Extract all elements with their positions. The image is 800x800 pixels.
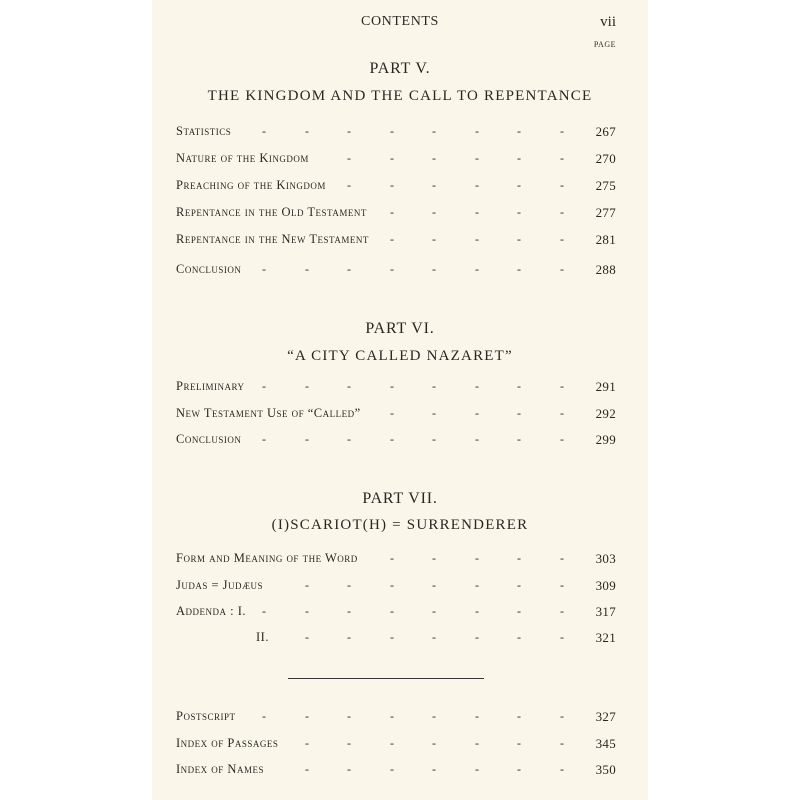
leader-dash: - bbox=[390, 551, 394, 565]
leader-dash: - bbox=[390, 432, 394, 446]
leader-dash: - bbox=[475, 151, 479, 165]
entry-label: Index of Passages bbox=[176, 736, 279, 750]
page-folio: vii bbox=[600, 14, 616, 30]
leader-dash: - bbox=[475, 178, 479, 192]
leader-dash: - bbox=[347, 432, 351, 446]
part-heading: PART V. bbox=[369, 60, 431, 77]
leader-dash: - bbox=[390, 406, 394, 420]
entry-label: New Testament Use of “Called” bbox=[176, 406, 361, 420]
leader-dash: - bbox=[390, 379, 394, 393]
leader-dash: - bbox=[475, 604, 479, 618]
leader-dash: - bbox=[517, 379, 521, 393]
page-column-label: PAGE bbox=[593, 40, 616, 49]
leader-dash: - bbox=[347, 709, 351, 723]
running-head: CONTENTS bbox=[361, 14, 439, 29]
toc-entry bbox=[176, 551, 616, 569]
leader-dash: - bbox=[347, 630, 351, 644]
leader-dash: - bbox=[432, 379, 436, 393]
leader-dash: - bbox=[305, 630, 309, 644]
part-title: (I)SCARIOT(H) = SURRENDERER bbox=[271, 517, 529, 533]
toc-entry bbox=[176, 578, 616, 596]
leader-dash: - bbox=[262, 604, 266, 618]
toc-entry bbox=[176, 178, 616, 196]
entry-label: Form and Meaning of the Word bbox=[176, 551, 358, 565]
leader-dash: - bbox=[390, 262, 394, 276]
toc-entry bbox=[176, 762, 616, 780]
leader-dash: - bbox=[560, 762, 564, 776]
leader-dash: - bbox=[390, 124, 394, 138]
leader-dash: - bbox=[432, 736, 436, 750]
leader-dash: - bbox=[517, 432, 521, 446]
entry-page: 309 bbox=[595, 578, 616, 593]
part-title: THE KINGDOM AND THE CALL TO REPENTANCE bbox=[207, 88, 593, 104]
entry-page: 267 bbox=[595, 124, 616, 139]
leader-dash: - bbox=[475, 709, 479, 723]
toc-entry bbox=[176, 124, 616, 142]
leader-dash: - bbox=[347, 578, 351, 592]
leader-dash: - bbox=[517, 709, 521, 723]
leader-dash: - bbox=[347, 762, 351, 776]
leader-dash: - bbox=[262, 432, 266, 446]
entry-page: 317 bbox=[595, 604, 616, 619]
entry-label: Preaching of the Kingdom bbox=[176, 178, 326, 192]
leader-dash: - bbox=[475, 406, 479, 420]
leader-dash: - bbox=[432, 578, 436, 592]
leader-dash: - bbox=[517, 578, 521, 592]
leader-dash: - bbox=[475, 578, 479, 592]
leader-dash: - bbox=[432, 232, 436, 246]
toc-entry bbox=[176, 604, 616, 622]
leader-dash: - bbox=[517, 762, 521, 776]
leader-dash: - bbox=[305, 578, 309, 592]
leader-dash: - bbox=[475, 205, 479, 219]
leader-dash: - bbox=[390, 232, 394, 246]
leader-dash: - bbox=[347, 178, 351, 192]
leader-dash: - bbox=[262, 124, 266, 138]
leader-dash: - bbox=[560, 604, 564, 618]
toc-entry bbox=[176, 432, 616, 450]
leader-dash: - bbox=[390, 151, 394, 165]
leader-dash: - bbox=[432, 762, 436, 776]
leader-dash: - bbox=[390, 604, 394, 618]
section-divider bbox=[288, 678, 484, 679]
leader-dash: - bbox=[517, 232, 521, 246]
entry-label: Conclusion bbox=[176, 432, 242, 446]
leader-dash: - bbox=[262, 709, 266, 723]
leader-dash: - bbox=[517, 262, 521, 276]
entry-label: Preliminary bbox=[176, 379, 245, 393]
entry-label: Judas = Judæus bbox=[176, 578, 264, 592]
entry-page: 292 bbox=[595, 406, 616, 421]
leader-dash: - bbox=[305, 604, 309, 618]
entry-page: 345 bbox=[595, 736, 616, 751]
leader-dash: - bbox=[475, 262, 479, 276]
leader-dash: - bbox=[560, 551, 564, 565]
entry-label: Addenda : I. bbox=[176, 604, 247, 618]
leader-dash: - bbox=[390, 578, 394, 592]
leader-dash: - bbox=[517, 551, 521, 565]
leader-dash: - bbox=[432, 551, 436, 565]
toc-entry bbox=[176, 709, 616, 727]
leader-dash: - bbox=[347, 379, 351, 393]
leader-dash: - bbox=[560, 578, 564, 592]
leader-dash: - bbox=[560, 178, 564, 192]
part-heading: PART VII. bbox=[362, 490, 438, 507]
entry-page: 270 bbox=[595, 151, 616, 166]
entry-label: Index of Names bbox=[176, 762, 264, 776]
entry-label: Postscript bbox=[176, 709, 236, 723]
leader-dash: - bbox=[305, 709, 309, 723]
entry-page: 275 bbox=[595, 178, 616, 193]
leader-dash: - bbox=[347, 604, 351, 618]
leader-dash: - bbox=[390, 178, 394, 192]
leader-dash: - bbox=[517, 736, 521, 750]
part-heading: PART VI. bbox=[365, 320, 435, 337]
leader-dash: - bbox=[517, 178, 521, 192]
leader-dash: - bbox=[475, 551, 479, 565]
entry-page: 321 bbox=[595, 630, 616, 645]
leader-dash: - bbox=[560, 379, 564, 393]
leader-dash: - bbox=[432, 205, 436, 219]
entry-label: Repentance in the Old Testament bbox=[176, 205, 367, 219]
leader-dash: - bbox=[305, 379, 309, 393]
entry-page: 291 bbox=[595, 379, 616, 394]
leader-dash: - bbox=[560, 262, 564, 276]
leader-dash: - bbox=[475, 736, 479, 750]
entry-label: Statistics bbox=[176, 124, 232, 138]
leader-dash: - bbox=[560, 151, 564, 165]
leader-dash: - bbox=[432, 151, 436, 165]
leader-dash: - bbox=[475, 762, 479, 776]
leader-dash: - bbox=[432, 262, 436, 276]
leader-dash: - bbox=[390, 736, 394, 750]
toc-entry bbox=[176, 736, 616, 754]
entry-label: II. bbox=[256, 630, 269, 644]
entry-page: 277 bbox=[595, 205, 616, 220]
toc-entry bbox=[176, 205, 616, 223]
leader-dash: - bbox=[475, 232, 479, 246]
leader-dash: - bbox=[560, 205, 564, 219]
leader-dash: - bbox=[432, 406, 436, 420]
toc-entry bbox=[176, 262, 616, 280]
entry-page: 288 bbox=[595, 262, 616, 277]
leader-dash: - bbox=[432, 178, 436, 192]
leader-dash: - bbox=[560, 232, 564, 246]
book-page bbox=[152, 0, 648, 800]
toc-entry bbox=[176, 630, 616, 648]
entry-label: Conclusion bbox=[176, 262, 242, 276]
toc-entry bbox=[176, 232, 616, 250]
leader-dash: - bbox=[560, 406, 564, 420]
leader-dash: - bbox=[475, 124, 479, 138]
entry-page: 281 bbox=[595, 232, 616, 247]
leader-dash: - bbox=[517, 151, 521, 165]
leader-dash: - bbox=[390, 709, 394, 723]
leader-dash: - bbox=[560, 124, 564, 138]
leader-dash: - bbox=[390, 762, 394, 776]
leader-dash: - bbox=[305, 124, 309, 138]
leader-dash: - bbox=[475, 379, 479, 393]
leader-dash: - bbox=[390, 630, 394, 644]
leader-dash: - bbox=[432, 630, 436, 644]
leader-dash: - bbox=[560, 736, 564, 750]
leader-dash: - bbox=[517, 630, 521, 644]
leader-dash: - bbox=[517, 604, 521, 618]
leader-dash: - bbox=[262, 262, 266, 276]
entry-page: 303 bbox=[595, 551, 616, 566]
leader-dash: - bbox=[305, 432, 309, 446]
leader-dash: - bbox=[560, 630, 564, 644]
leader-dash: - bbox=[390, 205, 394, 219]
leader-dash: - bbox=[475, 432, 479, 446]
leader-dash: - bbox=[305, 262, 309, 276]
leader-dash: - bbox=[432, 604, 436, 618]
entry-page: 327 bbox=[595, 709, 616, 724]
leader-dash: - bbox=[432, 432, 436, 446]
part-title: “A CITY CALLED NAZARET” bbox=[287, 348, 513, 364]
leader-dash: - bbox=[347, 151, 351, 165]
toc-entry bbox=[176, 151, 616, 169]
leader-dash: - bbox=[347, 736, 351, 750]
entry-page: 350 bbox=[595, 762, 616, 777]
entry-label: Repentance in the New Testament bbox=[176, 232, 369, 246]
leader-dash: - bbox=[432, 124, 436, 138]
leader-dash: - bbox=[517, 406, 521, 420]
entry-page: 299 bbox=[595, 432, 616, 447]
leader-dash: - bbox=[347, 124, 351, 138]
toc-entry bbox=[176, 379, 616, 397]
leader-dash: - bbox=[560, 432, 564, 446]
leader-dash: - bbox=[475, 630, 479, 644]
leader-dash: - bbox=[560, 709, 564, 723]
leader-dash: - bbox=[517, 205, 521, 219]
leader-dash: - bbox=[432, 709, 436, 723]
leader-dash: - bbox=[305, 736, 309, 750]
toc-entry bbox=[176, 406, 616, 424]
leader-dash: - bbox=[517, 124, 521, 138]
entry-label: Nature of the Kingdom bbox=[176, 151, 309, 165]
leader-dash: - bbox=[347, 262, 351, 276]
leader-dash: - bbox=[305, 762, 309, 776]
leader-dash: - bbox=[262, 379, 266, 393]
